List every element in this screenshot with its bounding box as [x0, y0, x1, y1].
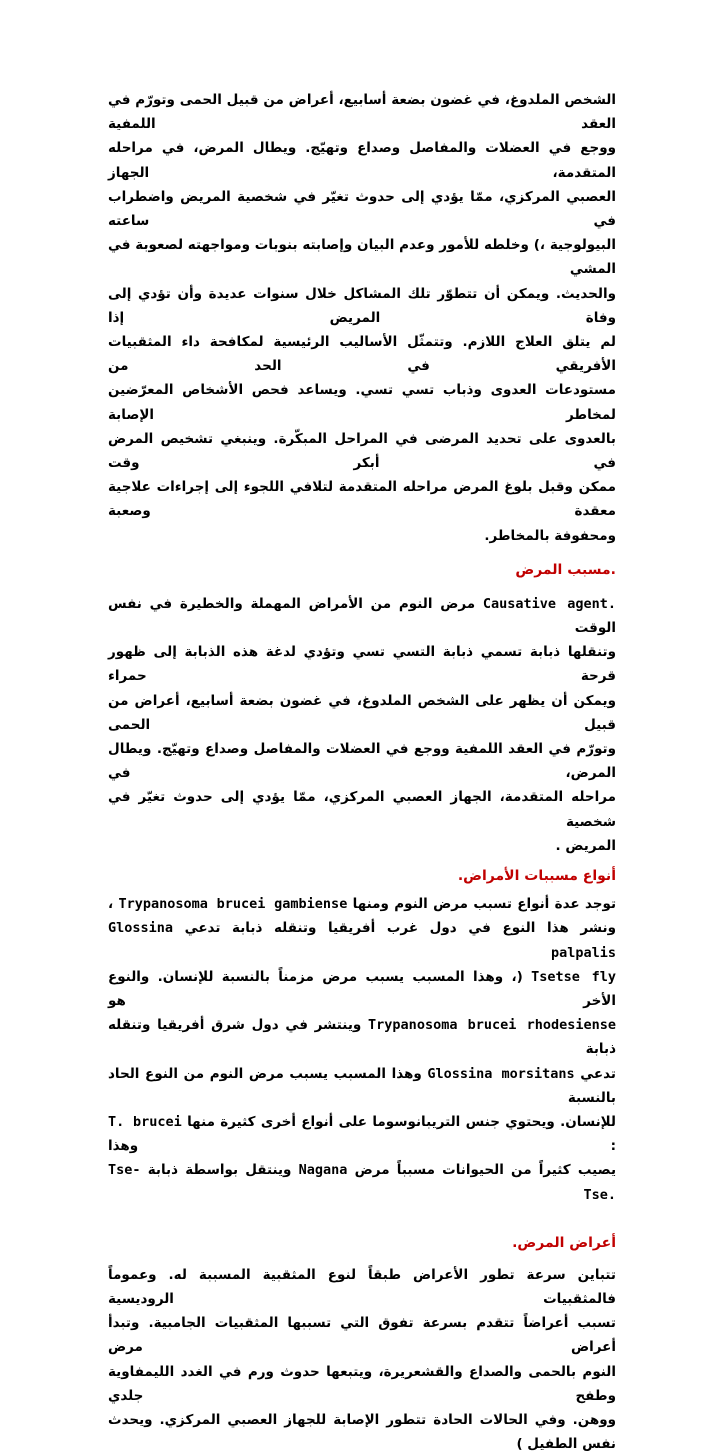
text-line — [108, 892, 616, 916]
text-line — [108, 1062, 616, 1110]
text-line: مراحله المتقدمة، الجهاز العصبي المركزي، ممّا يؤدي إلى حدوث تغيّر في شخصية — [108, 789, 616, 830]
text-segment: توجد عدة أنواع تسبب مرض النوم ومنها — [352, 896, 617, 913]
text-segment: ونشر هذا النوع في دول غرب أفريقيا وتنقله ذبابة تدعي — [184, 920, 617, 937]
text-line — [108, 1158, 616, 1206]
text-line — [108, 916, 616, 964]
paragraph-symptoms-intro — [108, 88, 616, 548]
text-line: تتباين سرعة تطور الأعراض طبقاً لنوع المثقبية المسببة له. وعموماً فالمثقبيات الروديسية — [108, 1266, 616, 1307]
text-line: ممكن وقبل بلوغ المرض مراحله المتقدمة لتلافي اللجوء إلى إجراءات علاجية معقدة وصعبة — [108, 479, 616, 520]
text-segment: وينتشر في دول شرق أفريقيا وتنقله ذبابة — [108, 1017, 616, 1058]
text-line — [108, 965, 616, 1013]
text-line: وتورّم في العقد اللمفية ووجع في العضلات والمفاصل وصداع وتهيّج. ويطال المرض، في — [108, 741, 616, 782]
text-segment: يصيب كثيراً من الحيوانات مسبباً مرض — [354, 1162, 617, 1179]
section-heading-causative-agent: .مسبب المرض — [515, 561, 616, 578]
text-line: العصبي المركزي، ممّا يؤدي إلى حدوث تغيّر في شخصية المريض واضطراب في ساعته — [108, 188, 616, 230]
text-segment: تدعي — [580, 1065, 616, 1082]
text-line: بالعدوى على تحديد المرضى في المراحل المبكّرة. وينبغي تشخيص المرض في أبكر وقت — [108, 430, 616, 472]
text-segment: للإنسان. ويحتوي جنس التريبانوسوما على أنواع أخرى كثيرة منها — [187, 1113, 616, 1130]
text-line: لم يتلق العلاج اللازم. وتتمثّل الأساليب الرئيسية لمكافحة داء المثقبيات الأفريقي في الحد من — [108, 334, 616, 375]
text-line: ومحفوفة بالمخاطر. — [484, 527, 616, 544]
text-segment: وينتقل بواسطة ذبابة — [147, 1162, 292, 1179]
english-term: Glossina morsitans — [427, 1065, 575, 1082]
paragraph-pathogen-types — [108, 892, 616, 1207]
english-term: Glossina palpalis — [108, 920, 616, 961]
text-line: ووهن. وفي الحالات الحادة تتطور الإصابة للجهاز العصبي المركزي. ويحدث نفس الطفيل ) — [108, 1411, 616, 1453]
english-term: Trypanosoma brucei gambiense — [118, 896, 348, 913]
english-term: Tse-Tse. — [108, 1162, 616, 1203]
paragraph-causative-agent — [108, 592, 616, 858]
text-line: البيولوجية ،) وخلطه للأمور وعدم البيان وإصابته بنوبات ومواجهته لصعوبة في المشي — [108, 237, 616, 278]
text-segment: : وهذا — [108, 1138, 616, 1155]
text-segment: مرض النوم من الأمراض المهملة والخطيرة في نفس الوقت — [108, 595, 616, 637]
text-segment: ، — [108, 896, 114, 913]
text-segment: (، وهذا المسبب يسبب مرض مزمناً بالنسبة للإنسان. والنوع الأخر هو — [108, 968, 616, 1009]
text-line: ويمكن أن يظهر على الشخص الملدوغ، في غضون بضعة أسابيع، أعراض من قبيل الحمى — [108, 692, 616, 733]
text-line — [108, 1013, 616, 1061]
text-line: النوم بالحمى والصداع والقشعريرة، ويتبعها حدوث ورم في الغدد الليمفاوية وطفح جلدي — [108, 1363, 616, 1404]
text-line: المريض . — [555, 837, 616, 854]
section-heading-symptoms: أعراض المرض. — [512, 1234, 616, 1251]
english-term: Causative agent. — [482, 595, 617, 612]
text-line: تسبب أعراضاً تتقدم بسرعة تفوق التي تسببها المثقبيات الجامبية. وتبدأ أعراض مرض — [108, 1315, 616, 1356]
text-segment: وهذا المسبب يسبب مرض النوم من النوع الحاد بالنسبة — [108, 1065, 616, 1106]
paragraph-symptoms — [108, 1263, 616, 1456]
text-line: مستودعات العدوى وذباب تسي تسي. ويساعد فحص الأشخاص المعرّضين لمخاطر الإصابة — [108, 382, 616, 423]
text-line — [108, 1110, 616, 1158]
text-line: وتنقلها ذبابة تسمي ذبابة التسي تسي وتؤدي لدغة هذه الذبابة إلى ظهور قرحة حمراء — [108, 644, 616, 685]
english-term: T. brucei — [108, 1113, 182, 1130]
english-term: Nagana — [298, 1162, 348, 1179]
english-term: Trypanosoma brucei rhodesiense — [368, 1017, 616, 1034]
text-line — [108, 592, 616, 640]
text-line: الشخص الملدوغ، في غضون بضعة أسابيع، أعراض من قبيل الحمى وتورّم في العقد اللمفية — [108, 92, 616, 133]
section-heading-pathogen-types: أنواع مسببات الأمراض. — [457, 868, 616, 885]
text-line: ووجع في العضلات والمفاصل وصداع وتهيّج. ويطال المرض، في مراحله المتقدمة، الجهاز — [108, 140, 616, 181]
text-line: والحديث. ويمكن أن تتطوّر تلك المشاكل خلال سنوات عديدة وأن تؤدي إلى وفاة المريض إذا — [108, 285, 616, 326]
english-term: Tsetse fly — [531, 968, 617, 985]
